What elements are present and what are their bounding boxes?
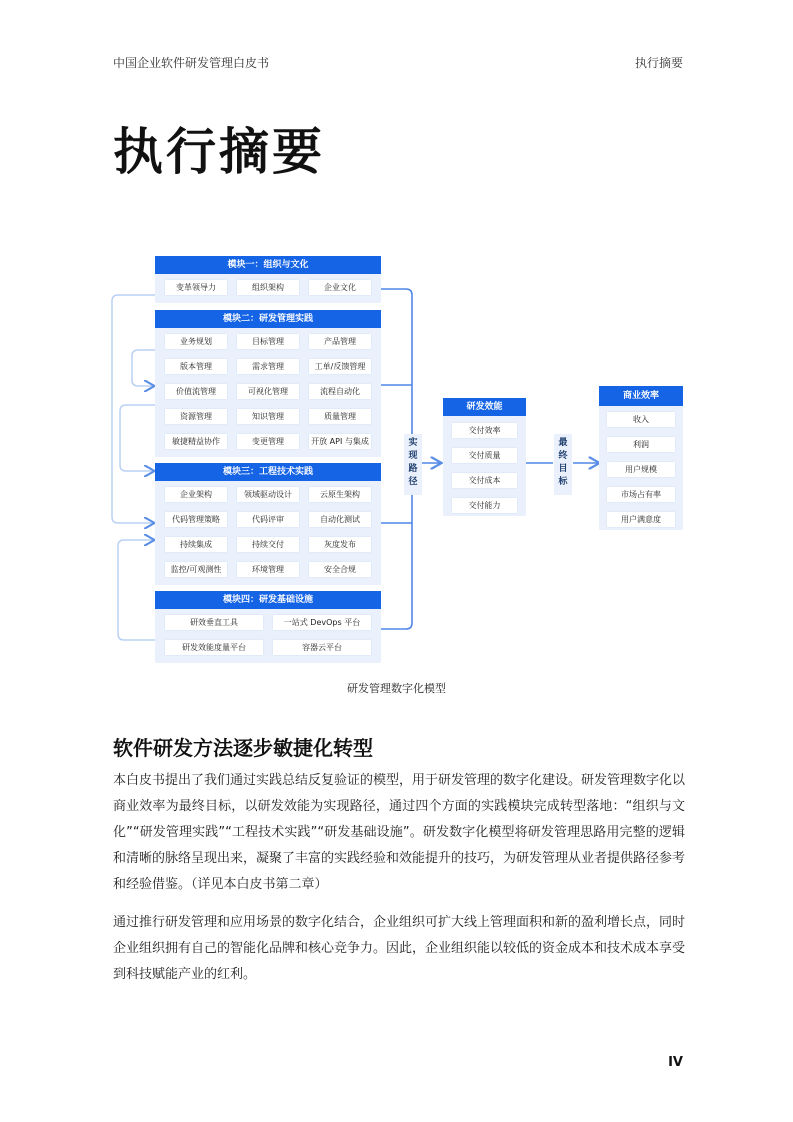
module-2-item: 知识管理 bbox=[237, 409, 299, 424]
module-2-item: 工单/反馈管理 bbox=[309, 359, 371, 374]
goal-label-char: 目 bbox=[558, 464, 568, 474]
module-2-item: 业务规划 bbox=[165, 334, 227, 349]
module-2-item: 价值流管理 bbox=[165, 384, 227, 399]
goal-label-char: 最 bbox=[558, 438, 568, 448]
module-1-title: 模块一：组织与文化 bbox=[155, 256, 381, 274]
business-item: 用户满意度 bbox=[607, 512, 675, 527]
module-1-item: 企业文化 bbox=[309, 280, 371, 295]
running-header-section: 执行摘要 bbox=[634, 56, 683, 70]
path-label-char: 实 bbox=[408, 438, 418, 448]
business-item: 利润 bbox=[607, 437, 675, 452]
module-3-item: 云原生架构 bbox=[309, 487, 371, 502]
module-2-item: 流程自动化 bbox=[309, 384, 371, 399]
business-item: 收入 bbox=[607, 412, 675, 427]
module-3-item: 监控/可观测性 bbox=[165, 562, 227, 577]
business-item: 用户规模 bbox=[607, 462, 675, 477]
module-1-item: 变革领导力 bbox=[165, 280, 227, 295]
loop-connector-1 bbox=[112, 295, 155, 523]
loop-connector-4 bbox=[118, 540, 155, 640]
module-3-item: 持续交付 bbox=[237, 537, 299, 552]
efficiency-item: 交付质量 bbox=[452, 448, 517, 463]
module-4-item: 研效垂直工具 bbox=[165, 615, 263, 630]
section-heading: 软件研发方法逐步敏捷化转型 bbox=[113, 736, 373, 760]
goal-label-char: 标 bbox=[558, 477, 568, 487]
module-3-item: 企业架构 bbox=[165, 487, 227, 502]
module-2-item: 版本管理 bbox=[165, 359, 227, 374]
efficiency-item: 交付效率 bbox=[452, 423, 517, 438]
body-paragraph-1: 本白皮书提出了我们通过实践总结反复验证的模型，用于研发管理的数字化建设。研发管理数字化以商业效率为最终目标，以研发效能为实现路径，通过四个方面的实践模块完成转型落地：“组织与文化”“研发管理实践”“工程技术实践”“研发基础设施”。研发数字化模型将研发管理思路用完整的逻辑和清晰的脉络呈现出来，凝聚了丰富的实践经验和效能提升的技巧，为研发管理从业者提供路径参考和经验借鉴。（详见本白皮书第二章） bbox=[113, 773, 686, 892]
goal-label bbox=[554, 434, 572, 495]
page-number: IV bbox=[668, 1055, 683, 1070]
module-4-item: 容器云平台 bbox=[273, 640, 371, 655]
module-1-item: 组织架构 bbox=[237, 280, 299, 295]
efficiency-title: 研发效能 bbox=[443, 398, 526, 416]
business-title: 商业效率 bbox=[599, 386, 683, 406]
module-2-item: 敏捷精益协作 bbox=[165, 434, 227, 449]
module-2-item: 资源管理 bbox=[165, 409, 227, 424]
module-2-item: 变更管理 bbox=[237, 434, 299, 449]
module-2-item: 质量管理 bbox=[309, 409, 371, 424]
module-2-item: 需求管理 bbox=[237, 359, 299, 374]
module-2-item: 开放 API 与集成 bbox=[309, 434, 371, 449]
business-item: 市场占有率 bbox=[607, 487, 675, 502]
efficiency-item: 交付能力 bbox=[452, 498, 517, 513]
page-title: 执行摘要 bbox=[113, 123, 325, 181]
module-3-item: 持续集成 bbox=[165, 537, 227, 552]
module-2-item: 产品管理 bbox=[309, 334, 371, 349]
body-paragraph-2: 通过推行研发管理和应用场景的数字化结合，企业组织可扩大线上管理面积和新的盈利增长点，同时企业组织拥有自己的智能化品牌和核心竞争力。因此，企业组织能以较低的资金成本和技术成本享受到科技赋能产业的红利。 bbox=[113, 915, 686, 982]
module-4-title: 模块四：研发基础设施 bbox=[155, 591, 381, 609]
path-label-char: 径 bbox=[408, 477, 418, 487]
module-3-item: 领域驱动设计 bbox=[237, 487, 299, 502]
module-3-title: 模块三：工程技术实践 bbox=[155, 463, 381, 481]
running-header-title: 中国企业软件研发管理白皮书 bbox=[113, 56, 270, 70]
module-3-item: 灰度发布 bbox=[309, 537, 371, 552]
module-4-item: 研发效能度量平台 bbox=[165, 640, 263, 655]
module-2-title: 模块二：研发管理实践 bbox=[155, 310, 381, 328]
loop-connector-3 bbox=[120, 405, 155, 471]
efficiency-item: 交付成本 bbox=[452, 473, 517, 488]
module-3-item: 环境管理 bbox=[237, 562, 299, 577]
path-label-char: 路 bbox=[408, 464, 418, 474]
module-3-item: 代码管理策略 bbox=[165, 512, 227, 527]
module-4-item: 一站式 DevOps 平台 bbox=[273, 615, 371, 630]
diagram-caption: 研发管理数字化模型 bbox=[347, 682, 446, 695]
goal-label-char: 终 bbox=[558, 451, 568, 461]
path-label bbox=[404, 434, 422, 495]
module-3-item: 安全合规 bbox=[309, 562, 371, 577]
loop-connector-2 bbox=[132, 350, 155, 386]
module-2-item: 目标管理 bbox=[237, 334, 299, 349]
path-label-char: 现 bbox=[408, 451, 418, 461]
business-panel bbox=[599, 386, 683, 530]
module-3-item: 代码评审 bbox=[237, 512, 299, 527]
module-2-item: 可视化管理 bbox=[237, 384, 299, 399]
module-3-item: 自动化测试 bbox=[309, 512, 371, 527]
